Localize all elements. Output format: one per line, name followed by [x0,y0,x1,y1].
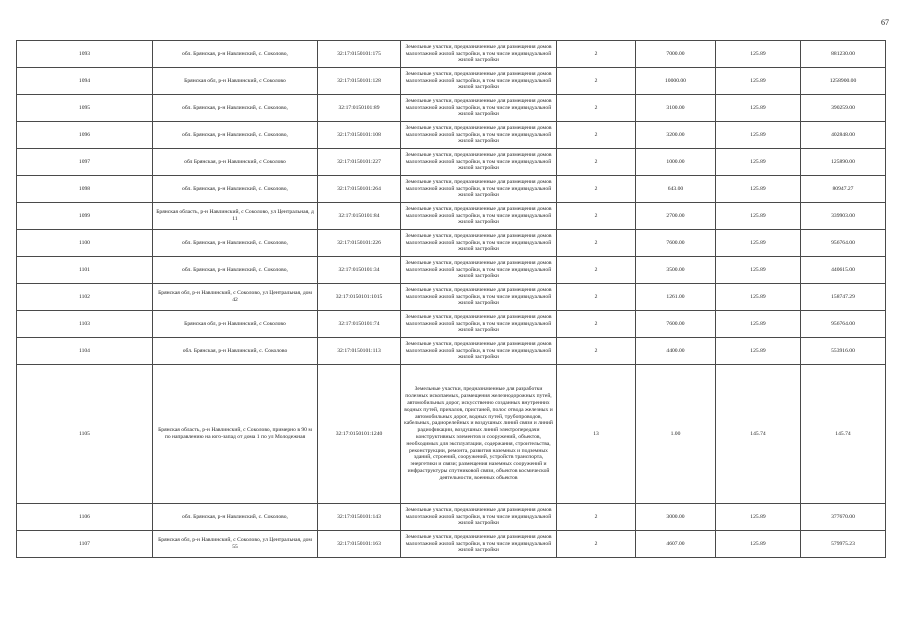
land-use-cell: Земельные участки, предназначенные для размещения домов малоэтажной жилой застройки, в том числе индивидуальной жилой застройки [401,176,557,203]
cadastral-number-cell: 32:17:0150101:34 [318,257,401,284]
cadastral-number-cell: 32:17:0150101:175 [318,41,401,68]
use-group-cell: 2 [557,203,636,230]
cadastral-number-cell: 32:17:0150101:89 [318,95,401,122]
cadastral-value-cell: 402848.00 [801,122,886,149]
row-number-cell: 1103 [17,311,153,338]
cadastral-number-cell: 32:17:0150101:163 [318,531,401,558]
area-cell: 3200.00 [636,122,716,149]
row-number-cell: 1093 [17,41,153,68]
table-row [17,68,886,95]
land-use-cell: Земельные участки, предназначенные для размещения домов малоэтажной жилой застройки, в том числе индивидуальной жилой застройки [401,257,557,284]
table-row [17,338,886,365]
table-row [17,504,886,531]
land-use-cell: Земельные участки, предназначенные для размещения домов малоэтажной жилой застройки, в том числе индивидуальной жилой застройки [401,284,557,311]
address-cell: Брянская область, р-н Навлинский, с Соколово, ул Центральная, д 11 [153,203,318,230]
land-use-cell: Земельные участки, предназначенные для размещения домов малоэтажной жилой застройки, в том числе индивидуальной жилой застройки [401,41,557,68]
area-cell: 10000.00 [636,68,716,95]
row-number-cell: 1094 [17,68,153,95]
address-cell: Брянская обл, р-н Навлинский, с Соколово [153,311,318,338]
cadastral-value-cell: 579975.23 [801,531,886,558]
cadastral-value-cell: 956764.00 [801,311,886,338]
address-cell: обл. Брянская, р-н Навлинский, с. Соколово, [153,95,318,122]
area-cell: 1.00 [636,365,716,504]
row-number-cell: 1101 [17,257,153,284]
cadastral-value-cell: 553916.00 [801,338,886,365]
area-cell: 4400.00 [636,338,716,365]
cadastral-value-cell: 1258900.00 [801,68,886,95]
specific-value-cell: 125.89 [716,284,801,311]
land-use-cell: Земельные участки, предназначенные для размещения домов малоэтажной жилой застройки, в том числе индивидуальной жилой застройки [401,230,557,257]
area-cell: 7600.00 [636,230,716,257]
use-group-cell: 2 [557,68,636,95]
use-group-cell: 2 [557,122,636,149]
use-group-cell: 2 [557,230,636,257]
use-group-cell: 13 [557,365,636,504]
specific-value-cell: 125.89 [716,149,801,176]
specific-value-cell: 125.89 [716,311,801,338]
table-row [17,122,886,149]
specific-value-cell: 125.89 [716,68,801,95]
specific-value-cell: 125.89 [716,203,801,230]
area-cell: 4607.00 [636,531,716,558]
row-number-cell: 1097 [17,149,153,176]
cadastral-value-cell: 158747.29 [801,284,886,311]
table-row [17,284,886,311]
cadastral-number-cell: 32:17:0150101:1015 [318,284,401,311]
row-number-cell: 1095 [17,95,153,122]
address-cell: Брянская область, р-н Навлинский, с Соколово, примерно в 90 м по направлению на юго-запад от дома 1 по ул Молодежная [153,365,318,504]
table-body [17,41,886,558]
specific-value-cell: 125.89 [716,504,801,531]
table-row [17,203,886,230]
cadastral-number-cell: 32:17:0150101:108 [318,122,401,149]
cadastral-number-cell: 32:17:0150101:226 [318,230,401,257]
cadastral-number-cell: 32:17:0150101:227 [318,149,401,176]
cadastral-value-cell: 125890.00 [801,149,886,176]
area-cell: 7600.00 [636,311,716,338]
land-use-cell: Земельные участки, предназначенные для размещения домов малоэтажной жилой застройки, в том числе индивидуальной жилой застройки [401,122,557,149]
area-cell: 2700.00 [636,203,716,230]
address-cell: обл. Брянская, р-н Навлинский, с. Соколово, [153,504,318,531]
row-number-cell: 1104 [17,338,153,365]
cadastral-number-cell: 32:17:0150101:113 [318,338,401,365]
use-group-cell: 2 [557,338,636,365]
cadastral-value-cell: 145.74 [801,365,886,504]
cadastral-value-cell: 339903.00 [801,203,886,230]
area-cell: 1000.00 [636,149,716,176]
land-use-cell: Земельные участки, предназначенные для разработки полезных ископаемых, размещения железнодорожных путей, автомобильных дорог, искусственно созданных внутренних водных путей, причалов, пристаней, полос отвода железных и автомобильных дорог, водных путей, трубопроводов, кабельных, радиорелейных и воздушных линий связи и линий радиофикации, воздушных линий электропередачи конструктивных элементов и сооружений, объектов, необходимых для эксплуатации, содержания, строительства, реконструкции, ремонта, развития наземных и подземных зданий, строений, сооружений, устройств транспорта, энергетики и связи; размещения наземных сооружений и инфраструктуры спутниковой связи, объектов космической деятельности, военных объектов [401,365,557,504]
address-cell: обл. Брянская, р-н Навлинский, с. Соколово [153,338,318,365]
table-row [17,95,886,122]
land-use-cell: Земельные участки, предназначенные для размещения домов малоэтажной жилой застройки, в том числе индивидуальной жилой застройки [401,531,557,558]
cadastral-value-cell: 377670.00 [801,504,886,531]
cadastral-value-cell: 881230.00 [801,41,886,68]
cadastral-number-cell: 32:17:0150101:84 [318,203,401,230]
land-use-cell: Земельные участки, предназначенные для размещения домов малоэтажной жилой застройки, в том числе индивидуальной жилой застройки [401,504,557,531]
specific-value-cell: 125.89 [716,176,801,203]
specific-value-cell: 125.89 [716,41,801,68]
row-number-cell: 1100 [17,230,153,257]
page-number: 67 [881,18,889,27]
specific-value-cell: 125.89 [716,338,801,365]
land-use-cell: Земельные участки, предназначенные для размещения домов малоэтажной жилой застройки, в том числе индивидуальной жилой застройки [401,311,557,338]
row-number-cell: 1099 [17,203,153,230]
address-cell: обл. Брянская, р-н Навлинский, с. Соколово, [153,230,318,257]
specific-value-cell: 125.89 [716,122,801,149]
cadastral-number-cell: 32:17:0150101:1240 [318,365,401,504]
cadastral-number-cell: 32:17:0150101:128 [318,68,401,95]
area-cell: 643.00 [636,176,716,203]
table-row [17,230,886,257]
address-cell: Брянская обл, р-н Навлинский, с Соколово [153,68,318,95]
land-use-cell: Земельные участки, предназначенные для размещения домов малоэтажной жилой застройки, в том числе индивидуальной жилой застройки [401,338,557,365]
specific-value-cell: 125.89 [716,230,801,257]
table-row [17,257,886,284]
address-cell: Брянская обл, р-н Навлинский, с Соколово, ул Центральная, дом 55 [153,531,318,558]
cadastral-value-cell: 956764.00 [801,230,886,257]
use-group-cell: 2 [557,257,636,284]
area-cell: 3000.00 [636,504,716,531]
land-use-cell: Земельные участки, предназначенные для размещения домов малоэтажной жилой застройки, в том числе индивидуальной жилой застройки [401,149,557,176]
address-cell: обл. Брянская, р-н Навлинский, с. Соколово, [153,122,318,149]
table-row [17,531,886,558]
cadastral-value-cell: 440615.00 [801,257,886,284]
row-number-cell: 1107 [17,531,153,558]
address-cell: обл. Брянская, р-н Навлинский, с. Соколово, [153,257,318,284]
table-row [17,149,886,176]
address-cell: обл Брянская, р-н Навлинский, с Соколово [153,149,318,176]
use-group-cell: 2 [557,95,636,122]
cadastral-number-cell: 32:17:0150101:264 [318,176,401,203]
row-number-cell: 1098 [17,176,153,203]
use-group-cell: 2 [557,284,636,311]
row-number-cell: 1096 [17,122,153,149]
use-group-cell: 2 [557,311,636,338]
use-group-cell: 2 [557,41,636,68]
row-number-cell: 1102 [17,284,153,311]
cadastral-number-cell: 32:17:0150101:74 [318,311,401,338]
area-cell: 3100.00 [636,95,716,122]
address-cell: Брянская обл, р-н Навлинский, с Соколово, ул Центральная, дом 42 [153,284,318,311]
use-group-cell: 2 [557,531,636,558]
land-use-cell: Земельные участки, предназначенные для размещения домов малоэтажной жилой застройки, в том числе индивидуальной жилой застройки [401,68,557,95]
land-use-cell: Земельные участки, предназначенные для размещения домов малоэтажной жилой застройки, в том числе индивидуальной жилой застройки [401,203,557,230]
area-cell: 1261.00 [636,284,716,311]
cadastral-value-cell: 390259.00 [801,95,886,122]
address-cell: обл. Брянская, р-н Навлинский, с. Соколово, [153,41,318,68]
cadastral-value-table [16,40,886,558]
table-row [17,176,886,203]
table-row [17,365,886,504]
use-group-cell: 2 [557,149,636,176]
use-group-cell: 2 [557,504,636,531]
area-cell: 3500.00 [636,257,716,284]
specific-value-cell: 125.89 [716,257,801,284]
table-row [17,311,886,338]
specific-value-cell: 125.89 [716,95,801,122]
specific-value-cell: 145.74 [716,365,801,504]
cadastral-number-cell: 32:17:0150101:143 [318,504,401,531]
specific-value-cell: 125.89 [716,531,801,558]
land-use-cell: Земельные участки, предназначенные для размещения домов малоэтажной жилой застройки, в том числе индивидуальной жилой застройки [401,95,557,122]
cadastral-value-cell: 80947.27 [801,176,886,203]
row-number-cell: 1106 [17,504,153,531]
use-group-cell: 2 [557,176,636,203]
area-cell: 7000.00 [636,41,716,68]
table-row [17,41,886,68]
row-number-cell: 1105 [17,365,153,504]
address-cell: обл. Брянская, р-н Навлинский, с. Соколово, [153,176,318,203]
